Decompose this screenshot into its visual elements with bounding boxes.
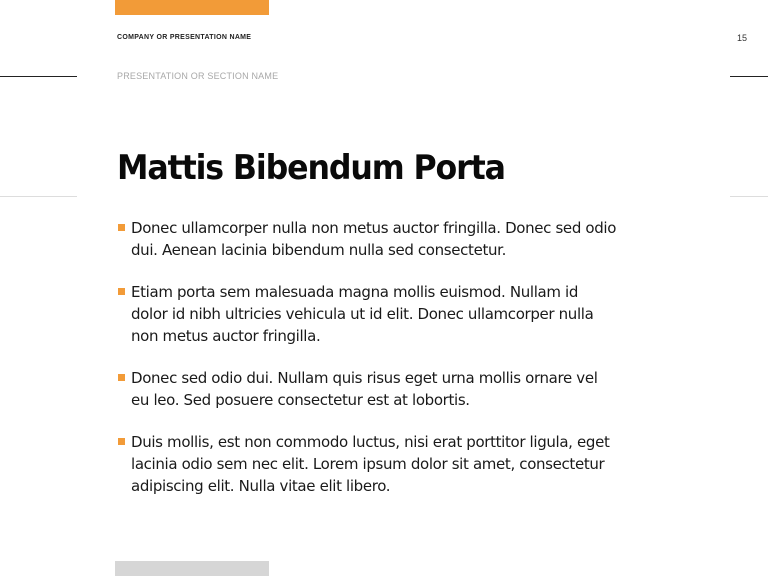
bullet-text: Duis mollis, est non commodo luctus, nisi erat porttitor ligula, eget lacinia odio sem nec elit. Lorem ipsum dolor sit amet, consectetur adipiscing elit. Nulla vitae elit libero.: [131, 433, 610, 495]
bullet-list: [117, 217, 617, 517]
company-name: COMPANY OR PRESENTATION NAME: [117, 34, 252, 41]
square-bullet-icon: [118, 374, 125, 381]
divider-top-right: [730, 76, 768, 77]
slide-title: Mattis Bibendum Porta: [117, 148, 505, 188]
bullet-text: Donec sed odio dui. Nullam quis risus eget urna mollis ornare vel eu leo. Sed posuere consectetur est at lobortis.: [131, 369, 598, 409]
bullet-item: [117, 217, 617, 261]
accent-top-bar: [115, 0, 269, 15]
bullet-item: [117, 431, 617, 497]
divider-mid-left: [0, 196, 77, 197]
footer-bar: [115, 561, 269, 576]
bullet-item: [117, 367, 617, 411]
page-number: 15: [737, 33, 748, 43]
bullet-item: [117, 281, 617, 347]
square-bullet-icon: [118, 438, 125, 445]
square-bullet-icon: [118, 224, 125, 231]
divider-top-left: [0, 76, 77, 77]
square-bullet-icon: [118, 288, 125, 295]
bullet-text: Etiam porta sem malesuada magna mollis euismod. Nullam id dolor id nibh ultricies vehicula ut id elit. Donec ullamcorper nulla non metus auctor fringilla.: [131, 283, 594, 345]
bullet-text: Donec ullamcorper nulla non metus auctor fringilla. Donec sed odio dui. Aenean lacinia bibendum nulla sed consectetur.: [131, 219, 617, 259]
divider-mid-right: [730, 196, 768, 197]
section-name: PRESENTATION OR SECTION NAME: [117, 71, 279, 81]
